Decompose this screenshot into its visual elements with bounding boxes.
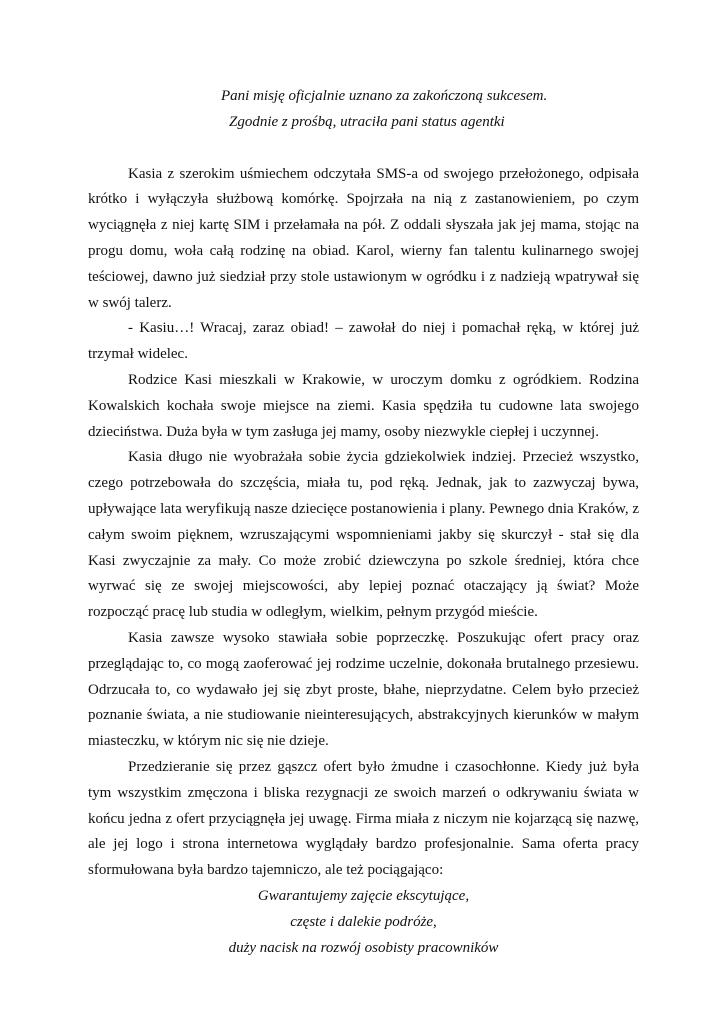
paragraph: Kasia długo nie wyobrażała sobie życia gdziekolwiek indziej. Przecież wszystko, czego potrzebowała do szczęścia, miała tu, pod ręką. Jednak, jak to zazwyczaj bywa, upływające lata weryfikują nasze dziecięce postanowienia i plany. Pewnego dnia Kraków, z całym swoim pięknem, wzruszającymi wspomnieniami jakby się skurczył - stał się dla Kasi zwyczajnie za mały. Co może zrobić dziewczyna po szkole średniej, która chce wyrwać się ze swojej miejscowości, aby lepiej poznać otaczający ją świat? Może rozpocząć pracę lub studia w odległym, wielkim, pełnym przygód mieście. [88, 449, 639, 621]
paragraph: Kasia zawsze wysoko stawiała sobie poprzeczkę. Poszukując ofert pracy oraz przeglądając to, co mogą zaoferować jej rodzime uczelnie, dokonała brutalnego przesiewu. Odrzucała to, co wydawało jej się zbyt proste, błahe, nieprzydatne. Celem było przecież poznanie świata, a nie studiowanie nieinteresujących, abstrakcyjnych kierunków w małym miasteczku, w którym nic się nie dzieje. [88, 629, 639, 750]
paragraph: Kasia z szerokim uśmiechem odczytała SMS-a od swojego przełożonego, odpisała krótko i wyłączyła służbową komórkę. Spojrzała na nią z zastanowieniem, po czym wyciągnęła z niej kartę SIM i przełamała na pół. Z oddali słyszała jak jej mama, stojąc na progu domu, woła całą rodzinę na obiad. Karol, wierny fan talentu kulinarnego swojej teściowej, dawno już siedział przy stole ustawionym w ogródku i z nadzieją wpatrywał się w swój talerz. [88, 165, 639, 311]
document-page [88, 84, 639, 961]
sms-message-line-1: Pani misję oficjalnie uznano za zakończoną sukcesem. [221, 88, 548, 104]
paragraph: Przedzieranie się przez gąszcz ofert było żmudne i czasochłonne. Kiedy już była tym wszystkim zmęczona i bliska rezygnacji ze swoich marzeń o odkrywaniu świata w końcu jedna z ofert przyciągnęła jej uwagę. Firma miała z niczym nie kojarzącą się nazwę, ale jej logo i strona internetowa wyglądały bardzo profesjonalnie. Sama oferta pracy sformułowana była bardzo tajemniczo, ale też pociągająco: [88, 758, 639, 879]
paragraph: Rodzice Kasi mieszkali w Krakowie, w uroczym domku z ogródkiem. Rodzina Kowalskich kochała swoje miejsce na ziemi. Kasia spędziła tu cudowne lata swojego dzieciństwa. Duża była w tym zasługa jej mamy, osoby niezwykle ciepłej i uczynnej. [88, 371, 639, 440]
paragraph: - Kasiu…! Wracaj, zaraz obiad! – zawołał do niej i pomachał ręką, w której już trzymał widelec. [88, 320, 639, 363]
blank-line [88, 136, 639, 162]
sms-message-line-2: Zgodnie z prośbą, utraciła pani status agentki [229, 113, 505, 130]
job-offer-line-3: duży nacisk na rozwój osobisty pracowników [228, 939, 499, 956]
job-offer-line-2: częste i dalekie podróże, [290, 913, 437, 930]
job-offer-line-1: Gwarantujemy zajęcie ekscytujące, [257, 887, 470, 904]
